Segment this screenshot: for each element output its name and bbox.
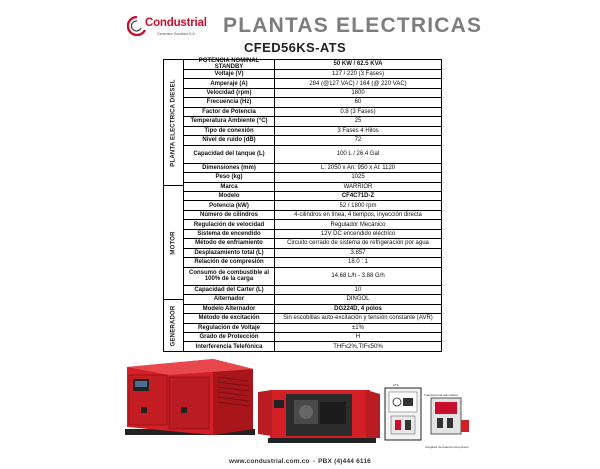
spec-row [184,79,441,88]
spec-label: Modelo Alternador [184,305,275,313]
spec-rows [184,60,441,351]
spec-row [184,211,441,220]
section-generator [164,300,183,351]
spec-row [184,268,441,286]
spec-value: H [355,334,361,341]
spec-label: POTENCIA NOMINAL STANDBY [184,60,275,69]
spec-row [184,230,441,239]
spec-label: Voltaje (V) [184,70,275,78]
section-motor [164,186,183,300]
spec-row [184,192,441,201]
spec-row [184,183,441,192]
spec-label: Regulación de Voltaje [184,324,275,332]
spec-label: Regulación de velocidad [184,220,275,228]
spec-value: DG224D, 4 polos [334,305,382,312]
spec-value: Regulador Mecánico [330,221,386,228]
spec-label: Potencia (kW) [184,201,275,209]
spec-label: Factor de Potencia [184,108,275,116]
spec-value: 52 / 1800 rpm [339,202,377,209]
spec-label: Sistema de encendido [184,230,275,238]
spec-label: Amperaje (A) [184,79,275,87]
spec-value: 14.68 L/h - 3.88 G/h [331,273,385,280]
spec-label: Peso (kg) [184,173,275,181]
spec-label: Método de enfriamiento [184,239,275,247]
spec-value: 60 [354,99,362,106]
company-logo [127,14,217,40]
spec-value: 3.857 [350,249,366,256]
spec-row [184,239,441,248]
spec-label: Capacidad del tanque (L) [184,146,275,163]
spec-value: CF4C71D-Z [341,193,375,200]
generator-open-image [258,382,380,444]
footer-contact [0,454,600,469]
spec-table [163,59,442,352]
spec-label: Nivel de ruido (dB) [184,136,275,144]
ats-caption: ATS [393,383,399,387]
spec-value: DINGOL [346,296,370,303]
spec-value: 50 KW / 62.5 KVA [333,61,383,68]
spec-value: 10 [354,286,362,293]
spec-value: L: 2050 x An: 950 x Al: 1120 [320,164,396,171]
spec-row [184,201,441,210]
footer-separator: - [312,458,316,465]
website-link[interactable]: www.condustrial.com.co [229,458,310,465]
spec-value: Sin escobillas auto-excitación y tensión constante (AVR) [283,315,433,322]
section-label: PLANTA ELECTRICA DIESEL [170,78,177,167]
spec-label: Temperatura Ambiente (°C) [184,117,275,125]
spec-value: 3 Fases 4 Hilos [337,127,379,134]
spec-label: Consumo de combustible al 100% de la carga [184,268,275,285]
spec-value: 72 [354,137,362,144]
spec-value: 284 (@127 VAC) / 164 (@ 220 VAC) [309,80,407,87]
spec-row [184,314,441,323]
spec-row [184,89,441,98]
spec-row [184,220,441,229]
spec-row [184,146,441,164]
logo-name: Condustrial [145,17,207,29]
spec-row [184,295,441,304]
spec-value: 12V DC encendido eléctrico [320,231,396,238]
logo-tagline: Generator Solutions S.A. [157,32,196,36]
spec-value: 100 L / 26.4 Gal [336,151,380,158]
spec-label: Dimensiones (mm) [184,164,275,172]
spec-value: WARRIOR [343,183,373,190]
spec-label: Tipo de conexión [184,127,275,135]
spec-row [184,70,441,79]
spec-row [184,136,441,145]
spec-value: 1025 [351,174,365,181]
spec-value: 127 / 220 (3 Fases) [331,71,385,78]
section-label: MOTOR [170,230,177,255]
spec-row [184,342,441,350]
spec-value: Circuito cerrado de sistema de refrigeración por agua [287,240,429,247]
spec-label: Interferencia Telefónica [184,342,275,350]
spec-label: Método de excitación [184,314,275,322]
spec-row [184,108,441,117]
spec-label: Número de cilindros [184,211,275,219]
spec-value: 1800 [351,90,365,97]
generator-enclosure-image [121,355,259,437]
spec-value: 18.0 : 1 [347,259,368,266]
spec-row [184,305,441,314]
spec-label: Marca [184,183,275,191]
spec-label: Capacidad del Carter (L) [184,286,275,294]
spec-row [184,249,441,258]
spec-label: Velocidad (rpm) [184,89,275,97]
section-diesel [164,60,183,186]
spec-value: 0.8 (3 Fases) [340,108,376,115]
spec-row [184,98,441,107]
spec-row [184,164,441,173]
spec-row [184,117,441,126]
logo-swoosh-icon [127,16,147,36]
spec-label: Modelo [184,192,275,200]
ats-panel-image [383,382,423,442]
section-labels [164,60,184,351]
section-label: GENERADOR [170,305,177,346]
spec-row [184,173,441,182]
phone-number: PBX (4)444 6116 [318,458,371,465]
accessory-caption-bottom: Cargador de batería incorporado [425,445,469,449]
accessory-panel-image [427,396,471,436]
model-code: CFED56KS-ATS [244,40,347,55]
spec-value: ±1% [352,324,364,331]
spec-value: 4-cilindros en línea, 4 tiempos, inyección directa [294,212,422,219]
spec-row [184,258,441,267]
spec-value: 25 [354,118,362,125]
spec-value: THF≤2%,TIF≤50% [333,343,383,350]
accessory-caption-top: Transferencia automática [424,393,458,397]
spec-row [184,324,441,333]
spec-row [184,60,441,70]
spec-label: Grado de Protección [184,333,275,341]
spec-label: Desplazamiento total (L) [184,249,275,257]
page-title: PLANTAS ELECTRICAS [223,14,483,37]
spec-row [184,286,441,295]
spec-row [184,127,441,136]
spec-label: Alternador [184,295,275,303]
spec-label: Relación de compresión [184,258,275,266]
spec-label: Frecuencia (Hz) [184,98,275,106]
spec-row [184,333,441,342]
